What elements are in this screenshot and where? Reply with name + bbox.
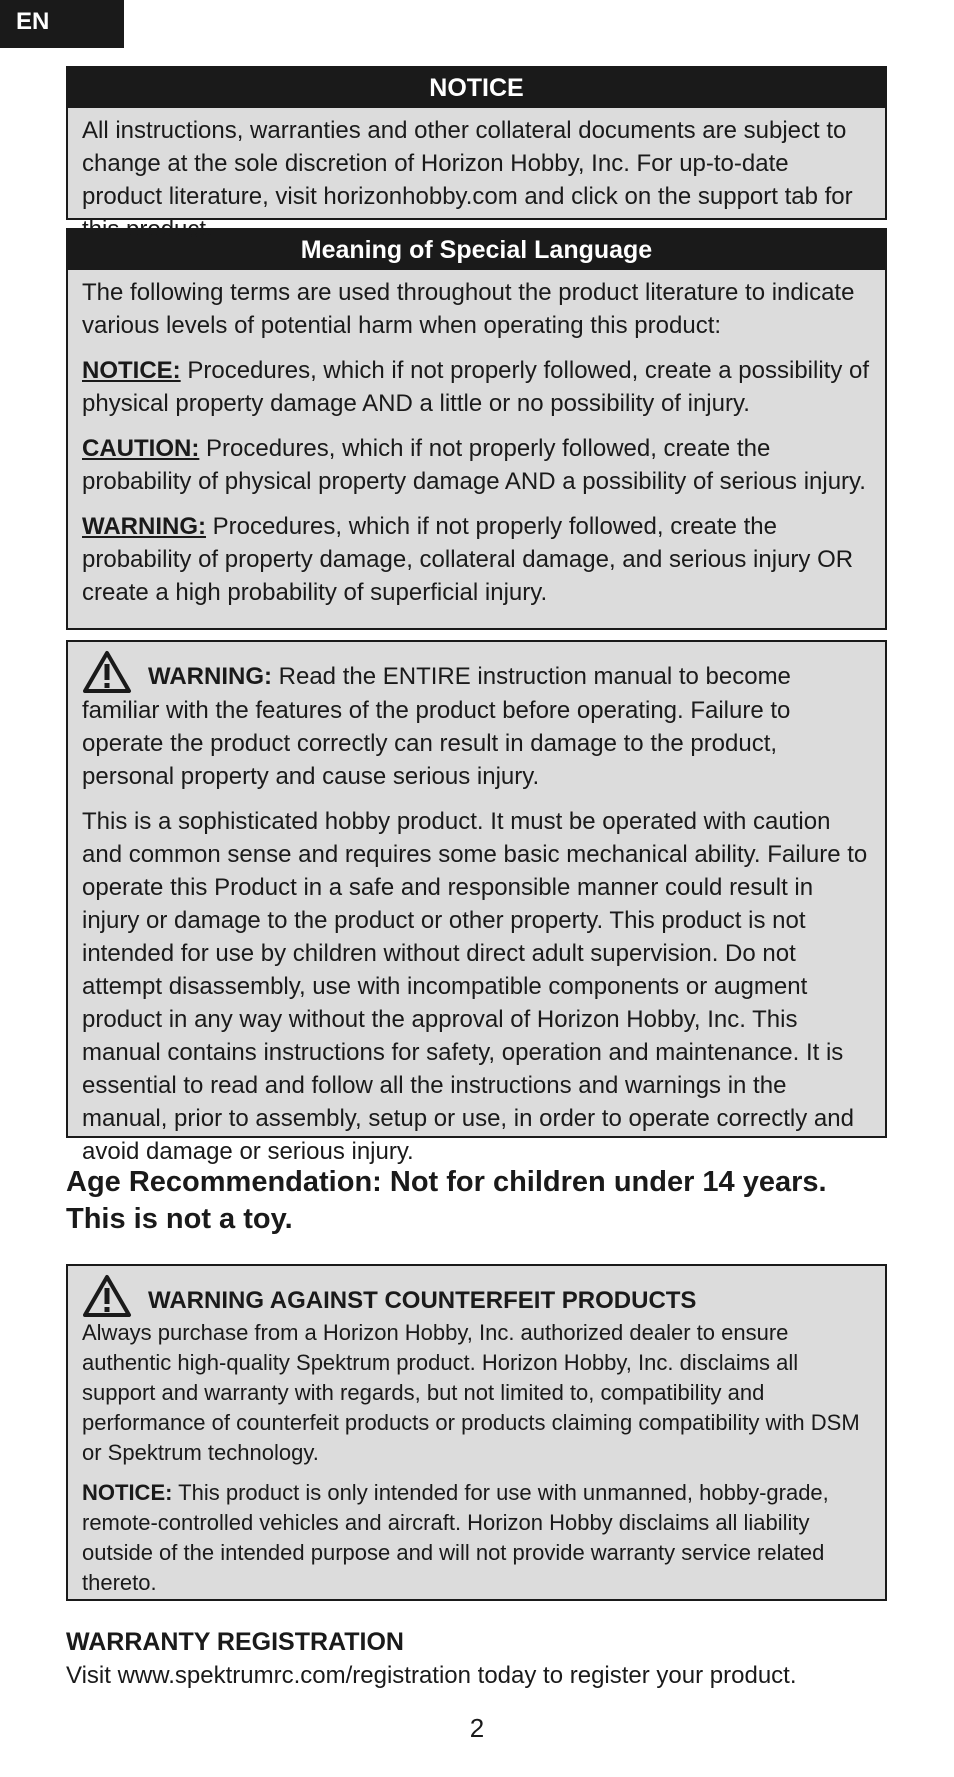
warning-triangle-icon xyxy=(82,650,132,694)
warning-definition-text: Procedures, which if not properly followed, create the probability of property damage, collateral damage, and serious injury OR create a high probability of superficial injury. xyxy=(82,513,854,606)
warranty-registration-text: Visit www.spektrumrc.com/registration today to register your product. xyxy=(66,1662,797,1689)
warning-box-label: WARNING: xyxy=(148,663,272,690)
counterfeit-text: Always purchase from a Horizon Hobby, Inc. authorized dealer to ensure authentic high-quality Spektrum product. Horizon Hobby, Inc. disclaims all support and warranty with regards, but not limited to, compatibility and performance of counterfeit products or products claiming compatibility with DSM or Spektrum technology. xyxy=(82,1320,860,1465)
warning-paragraph-2: This is a sophisticated hobby product. It must be operated with caution and common sense and requires some basic mechanical ability. Failure to operate this Product in a safe and responsible manner could result in injury or damage to the product or other property. This product is not intended for use by children without direct adult supervision. Do not attempt disassembly, use with incompatible components or augment product in any way without the approval of Horizon Hobby, Inc. This manual contains instructions for safety, operation and maintenance. It is essential to read and follow all the instructions and warnings in the manual, prior to assembly, setup or use, in order to operate correctly and avoid damage or serious injury. xyxy=(82,808,868,1165)
page-number: 2 xyxy=(469,1713,485,1743)
counterfeit-notice-label: NOTICE: xyxy=(82,1480,173,1505)
caution-definition-text: Procedures, which if not properly followed, create the probability of physical property damage AND a possibility of serious injury. xyxy=(82,435,866,495)
notice-text: All instructions, warranties and other collateral documents are subject to change at the sole discretion of Horizon Hobby, Inc. For up-to-date product literature, visit horizonhobby.com and click on the support tab for this product. xyxy=(82,117,853,243)
age-line-2: This is not a toy. xyxy=(66,1203,293,1235)
warning-triangle-icon xyxy=(82,1274,132,1318)
notice-definition-text: Procedures, which if not properly followed, create a possibility of physical property damage AND a little or no possibility of injury. xyxy=(82,357,870,417)
warning-paragraph-1 xyxy=(82,650,871,793)
counterfeit-notice-text: This product is only intended for use with unmanned, hobby-grade, remote-controlled vehicles and aircraft. Horizon Hobby disclaims all liability outside of the intended purpose and will not provide warranty service related thereto. xyxy=(82,1480,829,1595)
caution-label: CAUTION: xyxy=(82,435,200,462)
age-line-1: Age Recommendation: Not for children under 14 years. xyxy=(66,1166,827,1198)
notice-definition xyxy=(82,354,871,420)
warning-label: WARNING: xyxy=(82,513,206,540)
counterfeit-heading xyxy=(82,1274,875,1318)
counterfeit-box xyxy=(66,1264,887,1601)
caution-definition xyxy=(82,432,871,498)
warning-definition xyxy=(82,510,871,609)
counterfeit-notice xyxy=(82,1478,875,1598)
notice-box xyxy=(66,66,887,243)
language-tab: EN xyxy=(0,0,124,48)
special-language-box xyxy=(66,228,887,630)
notice-title: NOTICE xyxy=(68,68,885,108)
special-language-intro: The following terms are used throughout the product literature to indicate various levels of potential harm when operating this product: xyxy=(82,279,855,339)
age-recommendation xyxy=(66,1164,887,1238)
notice-label: NOTICE: xyxy=(82,357,181,384)
warranty-registration-title: WARRANTY REGISTRATION xyxy=(66,1628,404,1656)
counterfeit-title: WARNING AGAINST COUNTERFEIT PRODUCTS xyxy=(148,1287,697,1314)
warning-box-text-1: Read the ENTIRE instruction manual to become familiar with the features of the product before operating. Failure to operate the product correctly can result in damage to the product, personal property and cause serious injury. xyxy=(82,663,791,790)
page-content xyxy=(66,66,887,1692)
special-language-title: Meaning of Special Language xyxy=(68,230,885,270)
warning-box xyxy=(66,640,887,1165)
